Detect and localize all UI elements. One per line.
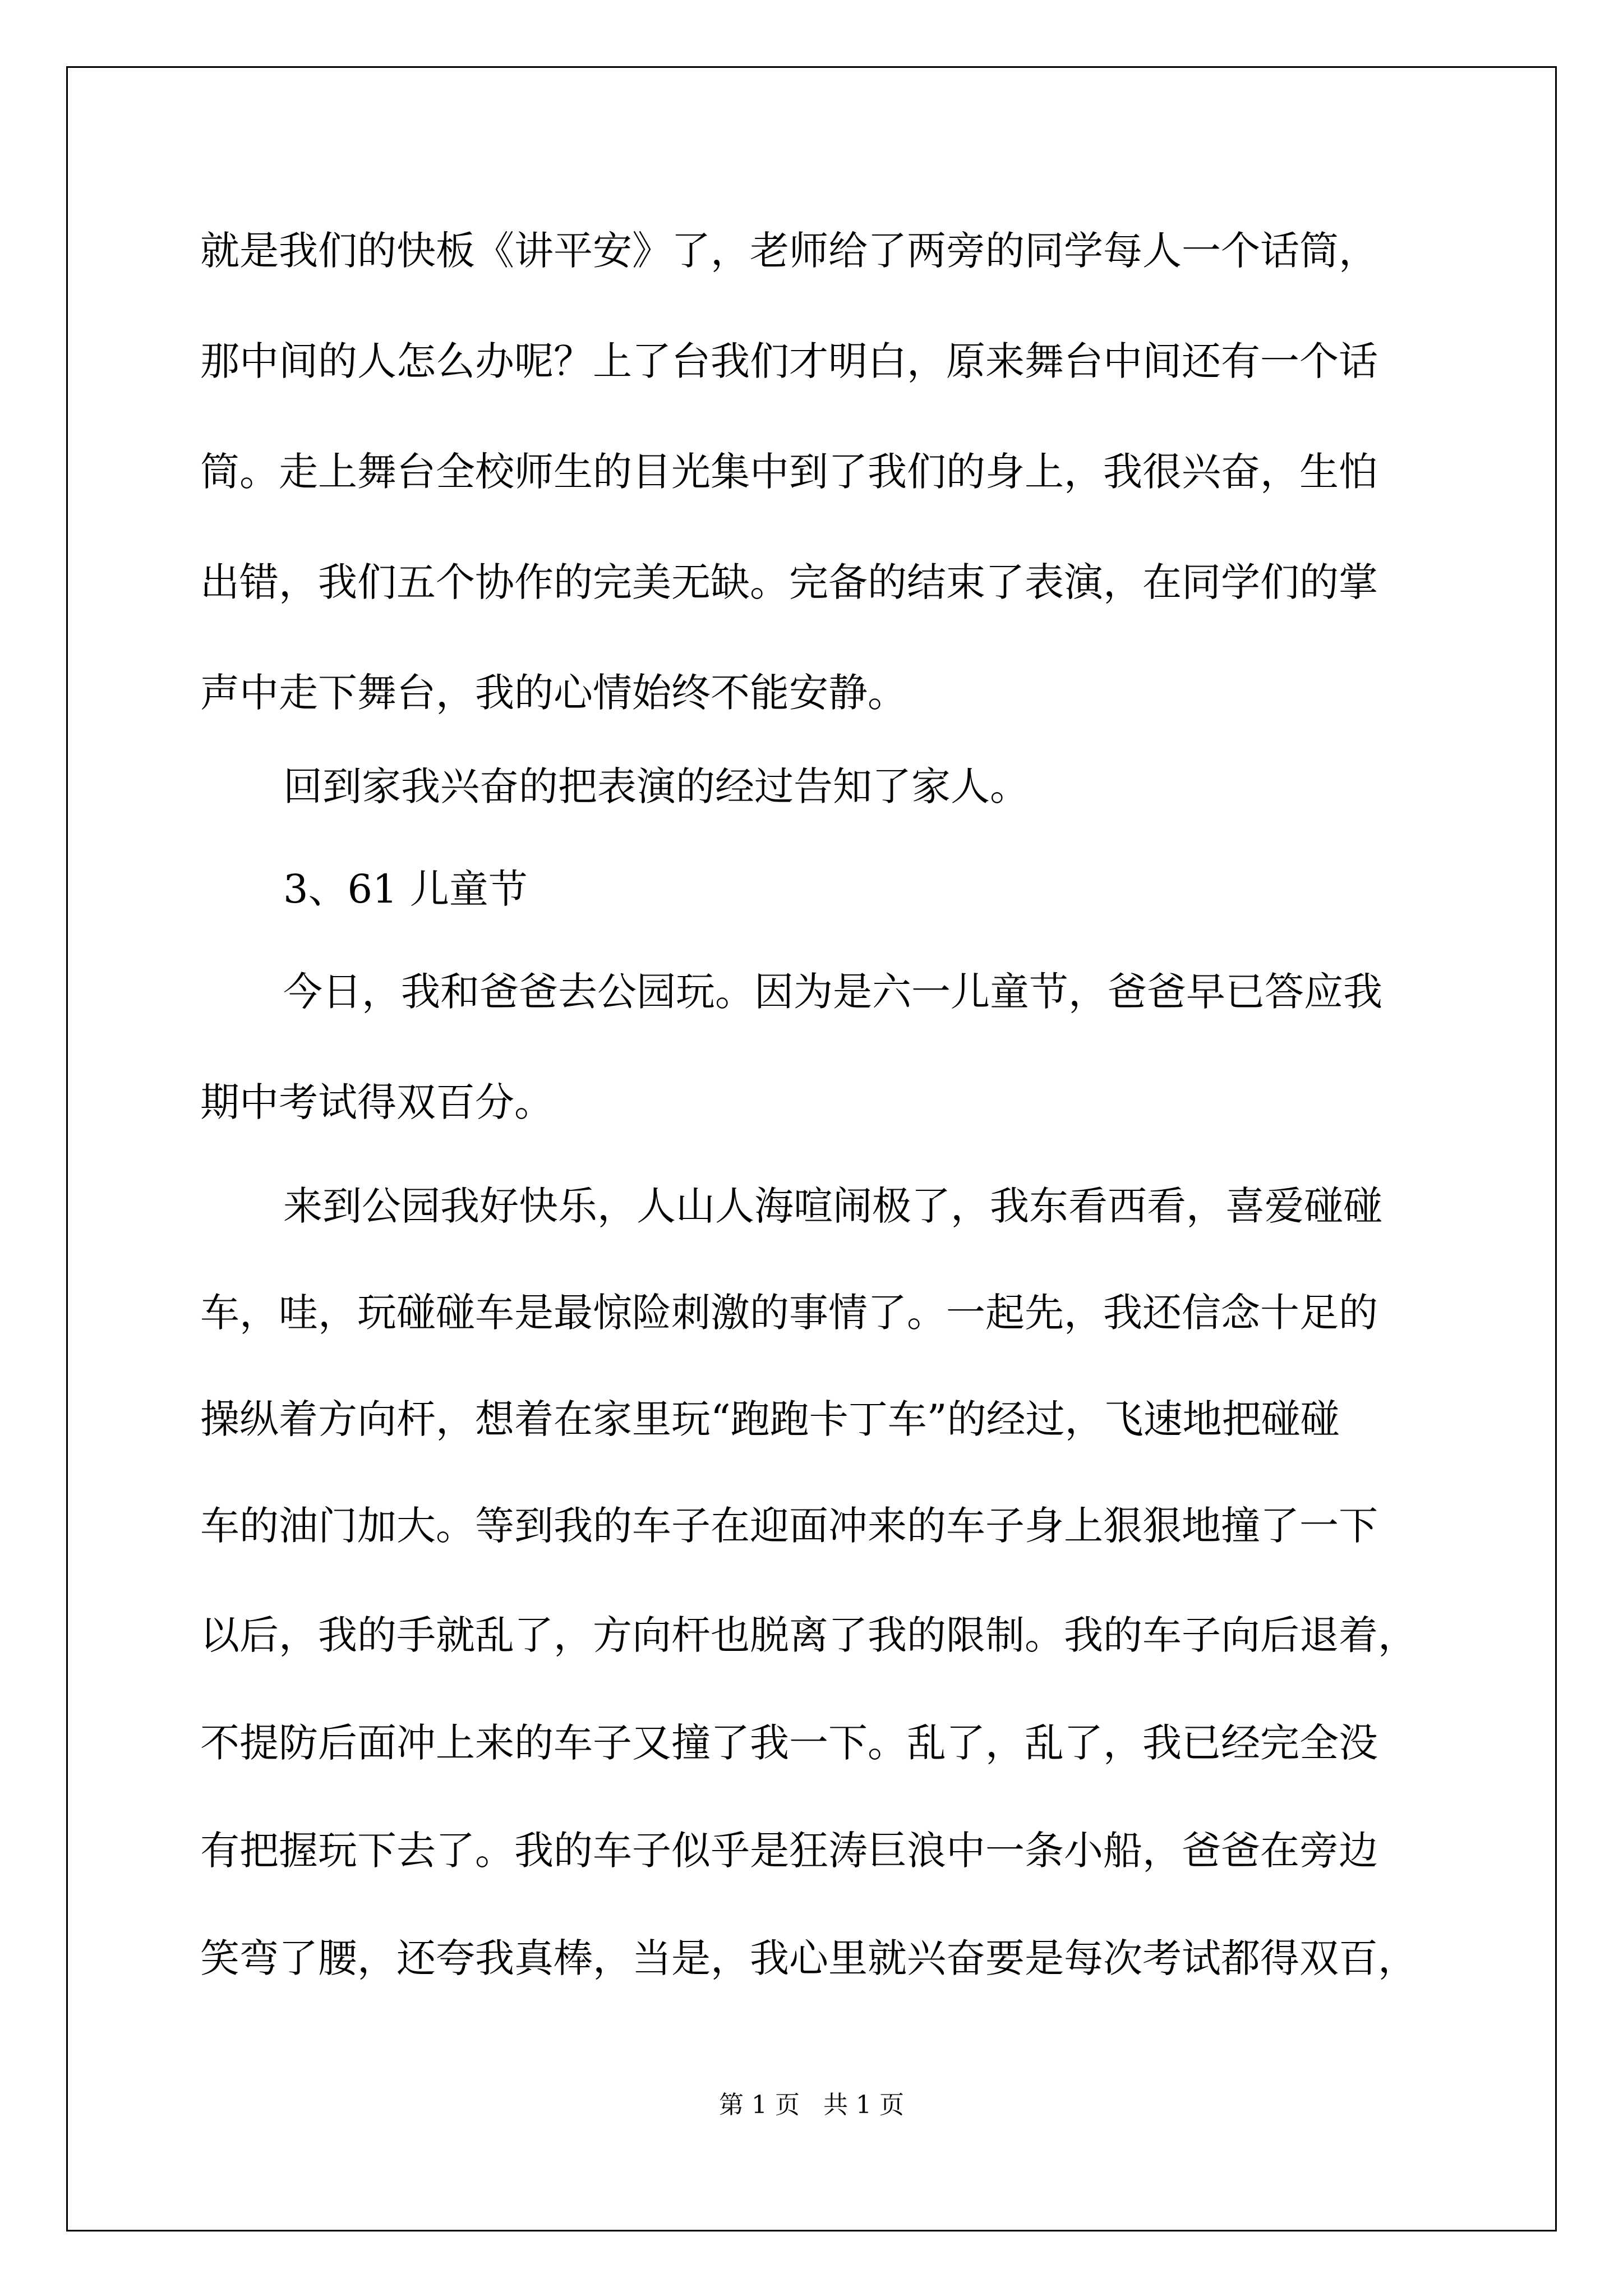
text-line: 期中考试得双百分。 — [200, 1079, 554, 1125]
section-heading: 3、61 儿童节 — [283, 866, 528, 912]
text-line: 车，哇，玩碰碰车是最惊险刺激的事情了。一起先，我还信念十足的 — [200, 1290, 1378, 1336]
text-line: 不提防后面冲上来的车子又撞了我一下。乱了，乱了，我已经完全没 — [200, 1720, 1378, 1766]
text-line: 车的油门加大。等到我的车子在迎面冲来的车子身上狠狠地撞了一下 — [200, 1503, 1378, 1549]
text-line: 筒。走上舞台全校师生的目光集中到了我们的身上，我很兴奋，生怕 — [200, 449, 1378, 495]
text-line: 那中间的人怎么办呢？上了台我们才明白，原来舞台中间还有一个话 — [200, 338, 1378, 384]
page-border — [66, 66, 1557, 2231]
text-line: 今日，我和爸爸去公园玩。因为是六一儿童节，爸爸早已答应我 — [283, 969, 1382, 1015]
text-line: 以后，我的手就乱了，方向杆也脱离了我的限制。我的车子向后退着， — [200, 1612, 1417, 1658]
text-line: 操纵着方向杆，想着在家里玩“跑跑卡丁车”的经过，飞速地把碰碰 — [200, 1396, 1340, 1442]
text-line: 回到家我兴奋的把表演的经过告知了家人。 — [283, 763, 1029, 809]
text-line: 出错，我们五个协作的完美无缺。完备的结束了表演，在同学们的掌 — [200, 559, 1378, 605]
page-footer: 第 1 页 共 1 页 — [719, 2091, 904, 2119]
text-line: 来到公园我好快乐，人山人海喧闹极了，我东看西看，喜爱碰碰 — [283, 1183, 1382, 1229]
text-line: 笑弯了腰，还夸我真棒，当是，我心里就兴奋要是每次考试都得双百， — [200, 1935, 1417, 1981]
text-line: 有把握玩下去了。我的车子似乎是狂涛巨浪中一条小船，爸爸在旁边 — [200, 1828, 1378, 1874]
text-line: 就是我们的快板《讲平安》了，老师给了两旁的同学每人一个话筒， — [200, 228, 1378, 274]
text-line: 声中走下舞台，我的心情始终不能安静。 — [200, 670, 907, 716]
